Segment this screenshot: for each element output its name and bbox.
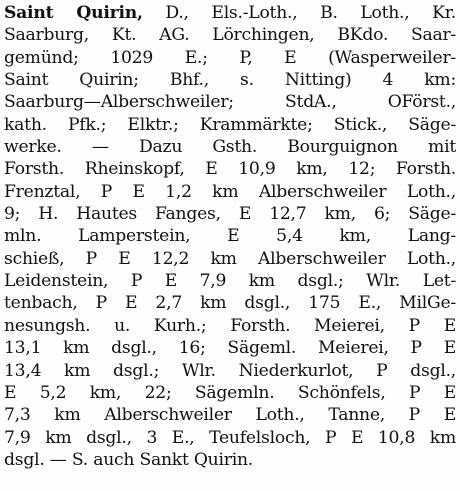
entry-line: tenbach, P E 2,7 km dsgl., 175 E., MilGe- [4,293,456,314]
entry-line: kath. Pfk.; Elktr.; Krammärkte; Stick., Säge- [4,114,456,135]
entry-line: schieß, P E 12,2 km Alberschweiler Loth., [4,248,456,269]
entry-line: werke. — Dazu Gsth. Bourguignon mit [4,137,456,158]
entry-line: dsgl. — S. auch Sankt Quirin. [4,449,253,470]
entry-line: Forsth. Rheinskopf, E 10,9 km, 12; Forsth. [4,159,456,180]
entry-line: 7,9 km dsgl., 3 E., Teufelsloch, P E 10,8 km [4,427,456,448]
entry-line: Leidenstein, P E 7,9 km dsgl.; Wlr. Let- [4,271,456,292]
entry-line: Saarburg, Kt. AG. Lörchingen, BKdo. Saar- [4,25,456,46]
entry-line: Saint Quirin; Bhf., s. Nitting) 4 km: [4,70,456,91]
entry-heading: Saint Quirin, [4,3,143,23]
entry-line: E 5,2 km, 22; Sägemln. Schönfels, P E [4,382,456,403]
entry-line: 7,3 km Alberschweiler Loth., Tanne, P E [4,405,456,426]
entry-line: 9; H. Hautes Fanges, E 12,7 km, 6; Säge- [4,204,456,225]
entry-line: mln. Lamperstein, E 5,4 km, Lang- [4,226,456,247]
entry-line: 13,1 km dsgl., 16; Sägeml. Meierei, P E [4,338,456,359]
entry-line: nesungsh. u. Kurh.; Forsth. Meierei, P E [4,315,456,336]
gazetteer-entry [4,2,456,471]
entry-line: Frenztal, P E 1,2 km Alberschweiler Loth., [4,181,456,202]
entry-line: 13,4 km dsgl.; Wlr. Niederkurlot, P dsgl., [4,360,456,381]
entry-line-text: D., Els.-Loth., B. Loth., Kr. [165,3,456,23]
entry-line: Saarburg—Alberschweiler; StdA., OFörst., [4,92,456,113]
entry-line: gemünd; 1029 E.; P, E (Wasperweiler- [4,47,456,68]
entry-line [4,2,456,24]
